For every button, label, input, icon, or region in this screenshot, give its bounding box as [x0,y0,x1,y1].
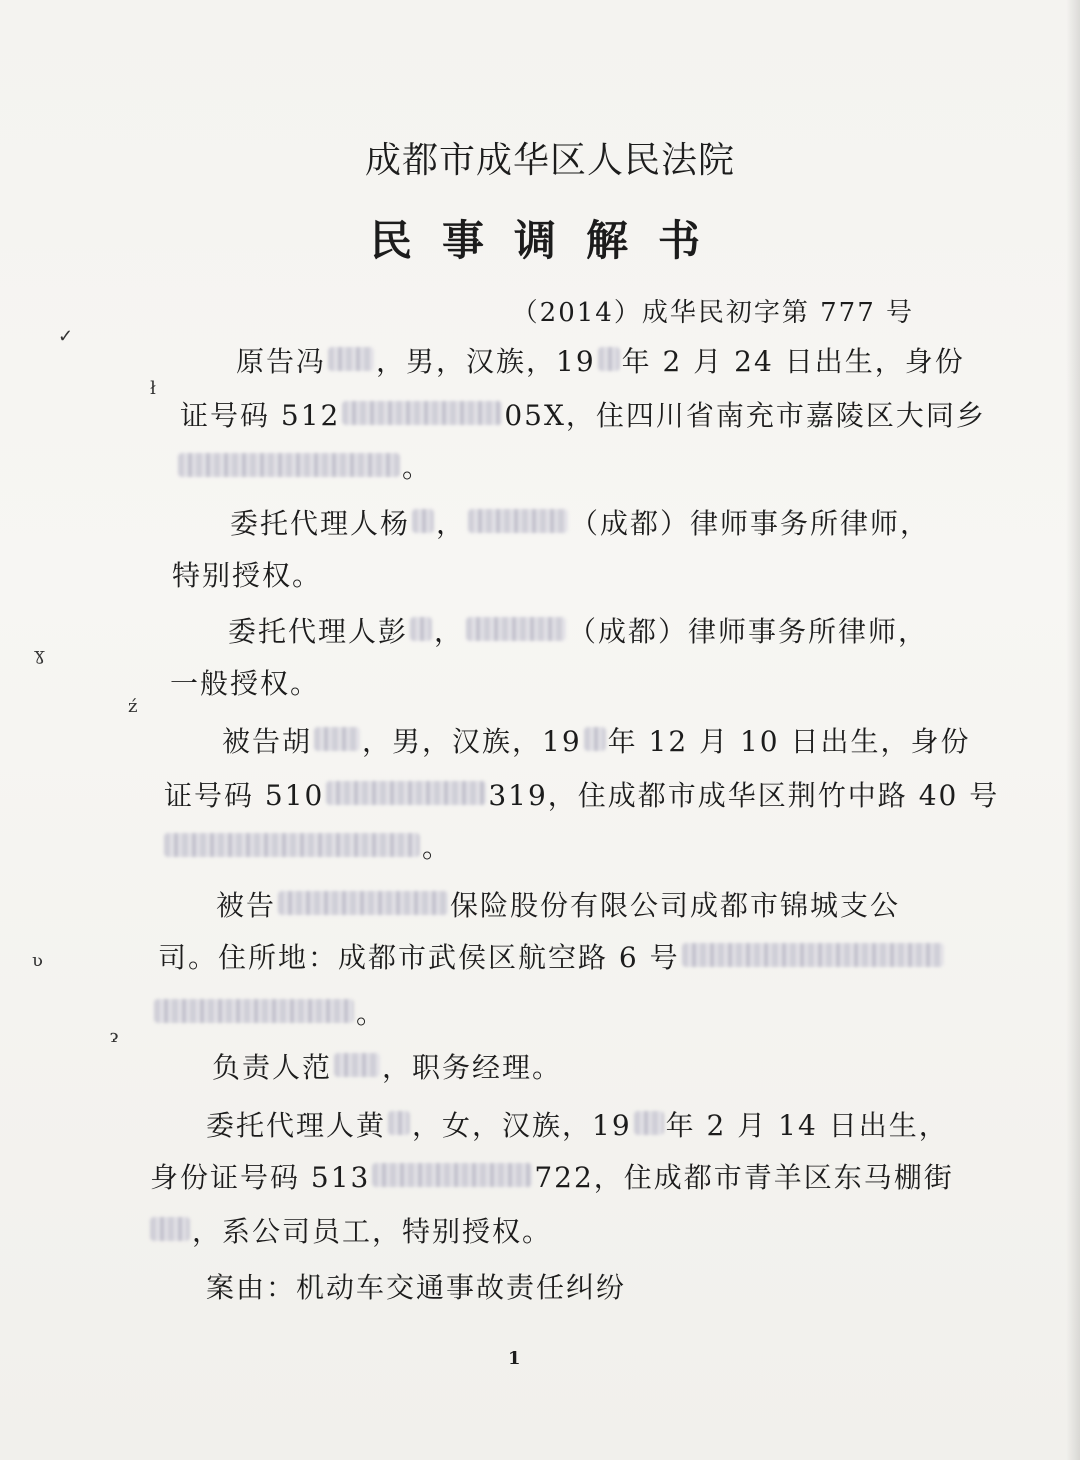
defendant1-line-3 [162,830,452,866]
page-number: 1 [508,1348,521,1369]
redacted-company [278,891,448,915]
redacted-address [178,453,400,477]
text-segment: 。 [422,831,453,864]
text-segment: 被告胡 [222,725,313,758]
text-segment: 证号码 512 [180,399,341,432]
text-segment: 保险股份有限公司成都市锦城支公 [450,889,901,922]
text-segment: ，男，汉族，19 [376,345,596,378]
text-segment: ，职务经理。 [382,1051,563,1084]
text-segment: 负责人范 [212,1051,333,1084]
plaintiff-line-1 [236,344,965,380]
margin-mark-icon: ✓ [58,326,74,347]
text-segment: 05X，住四川省南充市嘉陵区大同乡 [504,399,986,432]
case-cause: 案由：机动车交通事故责任纠纷 [206,1271,627,1304]
agent3-line-3 [148,1214,552,1250]
redacted-year [634,1111,664,1135]
redacted-address [164,833,420,857]
court-name: 成都市成华区人民法院 [364,140,735,181]
text-segment: 委托代理人杨 [230,507,411,540]
redacted-name [328,347,374,371]
text-segment: 证号码 510 [164,779,325,812]
text-segment: 委托代理人彭 [228,615,409,648]
margin-mark-icon: ź [128,696,138,717]
text-segment: 年 2 月 14 日出生， [665,1109,949,1142]
text-segment: （成都）律师事务所律师， [568,615,929,648]
text-segment: ， [434,615,465,648]
case-number: （2014）成华民初字第 777 号 [511,298,914,328]
redacted-id-number [326,781,486,805]
text-segment: 年 2 月 24 日出生，身份 [621,345,965,378]
margin-mark-icon: ʋ [32,950,43,971]
plaintiff-line-3 [176,450,432,486]
document-title: 民事调解书 [369,216,730,265]
text-segment: ，男，汉族，19 [362,725,582,758]
redacted-id-number [342,401,502,425]
redacted-name [334,1053,380,1077]
agent1-line-1 [230,506,930,542]
agent2-line-1 [228,614,928,650]
margin-mark-icon: ɂ [110,1026,119,1047]
redacted-firm [466,617,566,641]
agent3-line-2 [150,1160,954,1196]
margin-mark-icon: ł [150,378,156,399]
text-segment: 司。住所地：成都市武侯区航空路 6 号 [158,941,680,974]
text-segment: 722，住成都市青羊区东马棚街 [534,1161,954,1194]
text-segment: ，系公司员工，特别授权。 [192,1215,553,1248]
redacted-name [388,1111,410,1135]
text-segment: 身份证号码 513 [150,1161,371,1194]
defendant1-line-2 [164,778,999,814]
defendant2-line-1 [216,888,900,924]
margin-mark-icon: ɣ [34,644,45,665]
text-segment: 。 [402,451,433,484]
plaintiff-line-2 [180,398,986,434]
text-segment: 原告冯 [236,345,327,378]
text-segment: ， [436,507,467,540]
text-segment: ，女，汉族，19 [412,1109,632,1142]
text-segment: 年 12 月 10 日出生，身份 [607,725,971,758]
defendant1-line-1 [222,724,971,760]
defendant2-line-2 [158,940,946,976]
agent1-line-2: 特别授权。 [172,559,323,592]
redacted-name [412,509,434,533]
agent2-line-2: 一般授权。 [170,667,321,700]
defendant2-line-3 [152,996,386,1032]
text-segment: 委托代理人黄 [206,1109,387,1142]
redacted-year [584,727,606,751]
redacted-address [150,1217,190,1241]
agent3-line-1 [206,1108,949,1144]
redacted-name [314,727,360,751]
redacted-name [410,617,432,641]
text-segment: 。 [356,997,387,1030]
redacted-year [598,347,620,371]
redacted-address [682,943,944,967]
redacted-id-number [372,1163,532,1187]
manager-line [212,1050,562,1086]
text-segment: （成都）律师事务所律师， [570,507,931,540]
text-segment: 319，住成都市成华区荆竹中路 40 号 [488,779,1000,812]
redacted-address [154,999,354,1023]
text-segment: 被告 [216,889,277,922]
redacted-firm [468,509,568,533]
